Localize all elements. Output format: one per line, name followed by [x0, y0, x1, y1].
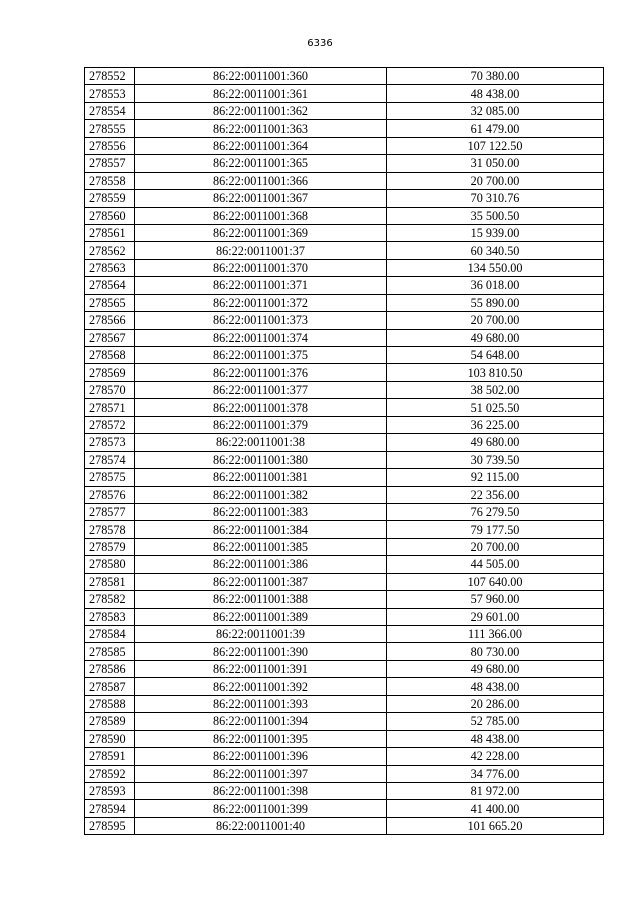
amount-cell: 61 479.00 — [387, 120, 604, 137]
row-number-cell: 278574 — [85, 451, 135, 468]
cadastral-number-cell: 86:22:0011001:378 — [135, 399, 387, 416]
amount-cell: 49 680.00 — [387, 434, 604, 451]
cadastral-number-cell: 86:22:0011001:40 — [135, 817, 387, 834]
row-number-cell: 278557 — [85, 155, 135, 172]
amount-cell: 20 700.00 — [387, 172, 604, 189]
amount-cell: 20 700.00 — [387, 538, 604, 555]
table-row — [85, 765, 604, 782]
cadastral-number-cell: 86:22:0011001:386 — [135, 556, 387, 573]
cadastral-number-cell: 86:22:0011001:399 — [135, 800, 387, 817]
table-row — [85, 608, 604, 625]
cadastral-number-cell: 86:22:0011001:379 — [135, 416, 387, 433]
table-row — [85, 207, 604, 224]
amount-cell: 92 115.00 — [387, 469, 604, 486]
table-row — [85, 660, 604, 677]
table-row — [85, 748, 604, 765]
cadastral-number-cell: 86:22:0011001:396 — [135, 748, 387, 765]
cadastral-number-cell: 86:22:0011001:363 — [135, 120, 387, 137]
table-row — [85, 800, 604, 817]
row-number-cell: 278575 — [85, 469, 135, 486]
table-row — [85, 347, 604, 364]
amount-cell: 31 050.00 — [387, 155, 604, 172]
table-row — [85, 678, 604, 695]
table-row — [85, 120, 604, 137]
table-row — [85, 817, 604, 834]
cadastral-number-cell: 86:22:0011001:376 — [135, 364, 387, 381]
row-number-cell: 278561 — [85, 224, 135, 241]
cadastral-number-cell: 86:22:0011001:368 — [135, 207, 387, 224]
row-number-cell: 278593 — [85, 782, 135, 799]
cadastral-number-cell: 86:22:0011001:389 — [135, 608, 387, 625]
row-number-cell: 278579 — [85, 538, 135, 555]
table-row — [85, 521, 604, 538]
row-number-cell: 278567 — [85, 329, 135, 346]
cadastral-number-cell: 86:22:0011001:360 — [135, 68, 387, 85]
row-number-cell: 278591 — [85, 748, 135, 765]
amount-cell: 79 177.50 — [387, 521, 604, 538]
amount-cell: 35 500.50 — [387, 207, 604, 224]
row-number-cell: 278571 — [85, 399, 135, 416]
table-row — [85, 730, 604, 747]
table-row — [85, 416, 604, 433]
amount-cell: 80 730.00 — [387, 643, 604, 660]
table-row — [85, 155, 604, 172]
cadastral-number-cell: 86:22:0011001:392 — [135, 678, 387, 695]
amount-cell: 70 310.76 — [387, 190, 604, 207]
cadastral-number-cell: 86:22:0011001:374 — [135, 329, 387, 346]
row-number-cell: 278560 — [85, 207, 135, 224]
row-number-cell: 278578 — [85, 521, 135, 538]
row-number-cell: 278566 — [85, 312, 135, 329]
row-number-cell: 278594 — [85, 800, 135, 817]
row-number-cell: 278576 — [85, 486, 135, 503]
row-number-cell: 278564 — [85, 277, 135, 294]
row-number-cell: 278559 — [85, 190, 135, 207]
table-row — [85, 451, 604, 468]
row-number-cell: 278569 — [85, 364, 135, 381]
table-row — [85, 312, 604, 329]
cadastral-number-cell: 86:22:0011001:37 — [135, 242, 387, 259]
table-row — [85, 68, 604, 85]
amount-cell: 49 680.00 — [387, 329, 604, 346]
row-number-cell: 278570 — [85, 381, 135, 398]
amount-cell: 107 122.50 — [387, 137, 604, 154]
row-number-cell: 278565 — [85, 294, 135, 311]
table-row — [85, 399, 604, 416]
cadastral-number-cell: 86:22:0011001:369 — [135, 224, 387, 241]
cadastral-number-cell: 86:22:0011001:373 — [135, 312, 387, 329]
row-number-cell: 278552 — [85, 68, 135, 85]
cadastral-number-cell: 86:22:0011001:362 — [135, 102, 387, 119]
amount-cell: 111 366.00 — [387, 626, 604, 643]
amount-cell: 55 890.00 — [387, 294, 604, 311]
table-row — [85, 259, 604, 276]
cadastral-number-cell: 86:22:0011001:367 — [135, 190, 387, 207]
row-number-cell: 278587 — [85, 678, 135, 695]
table-row — [85, 503, 604, 520]
row-number-cell: 278586 — [85, 660, 135, 677]
amount-cell: 52 785.00 — [387, 713, 604, 730]
table-row — [85, 364, 604, 381]
table-row — [85, 294, 604, 311]
amount-cell: 60 340.50 — [387, 242, 604, 259]
table-row — [85, 172, 604, 189]
row-number-cell: 278580 — [85, 556, 135, 573]
table-body — [85, 68, 604, 835]
table-row — [85, 591, 604, 608]
row-number-cell: 278562 — [85, 242, 135, 259]
amount-cell: 36 018.00 — [387, 277, 604, 294]
amount-cell: 22 356.00 — [387, 486, 604, 503]
table-row — [85, 434, 604, 451]
table-row — [85, 486, 604, 503]
amount-cell: 48 438.00 — [387, 730, 604, 747]
cadastral-number-cell: 86:22:0011001:380 — [135, 451, 387, 468]
table-row — [85, 713, 604, 730]
cadastral-number-cell: 86:22:0011001:391 — [135, 660, 387, 677]
amount-cell: 51 025.50 — [387, 399, 604, 416]
cadastral-number-cell: 86:22:0011001:394 — [135, 713, 387, 730]
cadastral-number-cell: 86:22:0011001:39 — [135, 626, 387, 643]
row-number-cell: 278583 — [85, 608, 135, 625]
row-number-cell: 278582 — [85, 591, 135, 608]
table-row — [85, 695, 604, 712]
cadastral-number-cell: 86:22:0011001:385 — [135, 538, 387, 555]
table-row — [85, 224, 604, 241]
amount-cell: 41 400.00 — [387, 800, 604, 817]
row-number-cell: 278563 — [85, 259, 135, 276]
row-number-cell: 278592 — [85, 765, 135, 782]
table-row — [85, 190, 604, 207]
cadastral-number-cell: 86:22:0011001:361 — [135, 85, 387, 102]
row-number-cell: 278588 — [85, 695, 135, 712]
cadastral-number-cell: 86:22:0011001:397 — [135, 765, 387, 782]
cadastral-number-cell: 86:22:0011001:383 — [135, 503, 387, 520]
table-row — [85, 277, 604, 294]
table-row — [85, 137, 604, 154]
table-row — [85, 782, 604, 799]
table-row — [85, 329, 604, 346]
amount-cell: 101 665.20 — [387, 817, 604, 834]
cadastral-value-table — [84, 67, 604, 835]
table-row — [85, 85, 604, 102]
row-number-cell: 278595 — [85, 817, 135, 834]
amount-cell: 20 286.00 — [387, 695, 604, 712]
cadastral-number-cell: 86:22:0011001:393 — [135, 695, 387, 712]
row-number-cell: 278568 — [85, 347, 135, 364]
cadastral-number-cell: 86:22:0011001:371 — [135, 277, 387, 294]
table-row — [85, 643, 604, 660]
amount-cell: 15 939.00 — [387, 224, 604, 241]
cadastral-number-cell: 86:22:0011001:38 — [135, 434, 387, 451]
row-number-cell: 278572 — [85, 416, 135, 433]
amount-cell: 76 279.50 — [387, 503, 604, 520]
amount-cell: 20 700.00 — [387, 312, 604, 329]
row-number-cell: 278558 — [85, 172, 135, 189]
cadastral-number-cell: 86:22:0011001:377 — [135, 381, 387, 398]
amount-cell: 134 550.00 — [387, 259, 604, 276]
amount-cell: 32 085.00 — [387, 102, 604, 119]
cadastral-number-cell: 86:22:0011001:384 — [135, 521, 387, 538]
table-row — [85, 573, 604, 590]
page-number: 6336 — [307, 38, 333, 49]
row-number-cell: 278585 — [85, 643, 135, 660]
amount-cell: 30 739.50 — [387, 451, 604, 468]
row-number-cell: 278590 — [85, 730, 135, 747]
amount-cell: 42 228.00 — [387, 748, 604, 765]
amount-cell: 48 438.00 — [387, 678, 604, 695]
row-number-cell: 278581 — [85, 573, 135, 590]
amount-cell: 48 438.00 — [387, 85, 604, 102]
cadastral-number-cell: 86:22:0011001:382 — [135, 486, 387, 503]
cadastral-number-cell: 86:22:0011001:395 — [135, 730, 387, 747]
amount-cell: 54 648.00 — [387, 347, 604, 364]
table-row — [85, 381, 604, 398]
cadastral-number-cell: 86:22:0011001:372 — [135, 294, 387, 311]
table-row — [85, 469, 604, 486]
table-row — [85, 242, 604, 259]
amount-cell: 38 502.00 — [387, 381, 604, 398]
row-number-cell: 278556 — [85, 137, 135, 154]
amount-cell: 70 380.00 — [387, 68, 604, 85]
cadastral-number-cell: 86:22:0011001:364 — [135, 137, 387, 154]
row-number-cell: 278553 — [85, 85, 135, 102]
row-number-cell: 278554 — [85, 102, 135, 119]
cadastral-number-cell: 86:22:0011001:388 — [135, 591, 387, 608]
row-number-cell: 278589 — [85, 713, 135, 730]
amount-cell: 34 776.00 — [387, 765, 604, 782]
amount-cell: 36 225.00 — [387, 416, 604, 433]
cadastral-number-cell: 86:22:0011001:370 — [135, 259, 387, 276]
amount-cell: 57 960.00 — [387, 591, 604, 608]
table-row — [85, 626, 604, 643]
cadastral-number-cell: 86:22:0011001:390 — [135, 643, 387, 660]
table-row — [85, 556, 604, 573]
amount-cell: 107 640.00 — [387, 573, 604, 590]
amount-cell: 81 972.00 — [387, 782, 604, 799]
amount-cell: 29 601.00 — [387, 608, 604, 625]
amount-cell: 103 810.50 — [387, 364, 604, 381]
cadastral-number-cell: 86:22:0011001:381 — [135, 469, 387, 486]
cadastral-number-cell: 86:22:0011001:366 — [135, 172, 387, 189]
row-number-cell: 278555 — [85, 120, 135, 137]
row-number-cell: 278577 — [85, 503, 135, 520]
table-row — [85, 102, 604, 119]
row-number-cell: 278584 — [85, 626, 135, 643]
table-row — [85, 538, 604, 555]
row-number-cell: 278573 — [85, 434, 135, 451]
cadastral-number-cell: 86:22:0011001:365 — [135, 155, 387, 172]
cadastral-number-cell: 86:22:0011001:375 — [135, 347, 387, 364]
cadastral-number-cell: 86:22:0011001:398 — [135, 782, 387, 799]
amount-cell: 44 505.00 — [387, 556, 604, 573]
amount-cell: 49 680.00 — [387, 660, 604, 677]
cadastral-number-cell: 86:22:0011001:387 — [135, 573, 387, 590]
